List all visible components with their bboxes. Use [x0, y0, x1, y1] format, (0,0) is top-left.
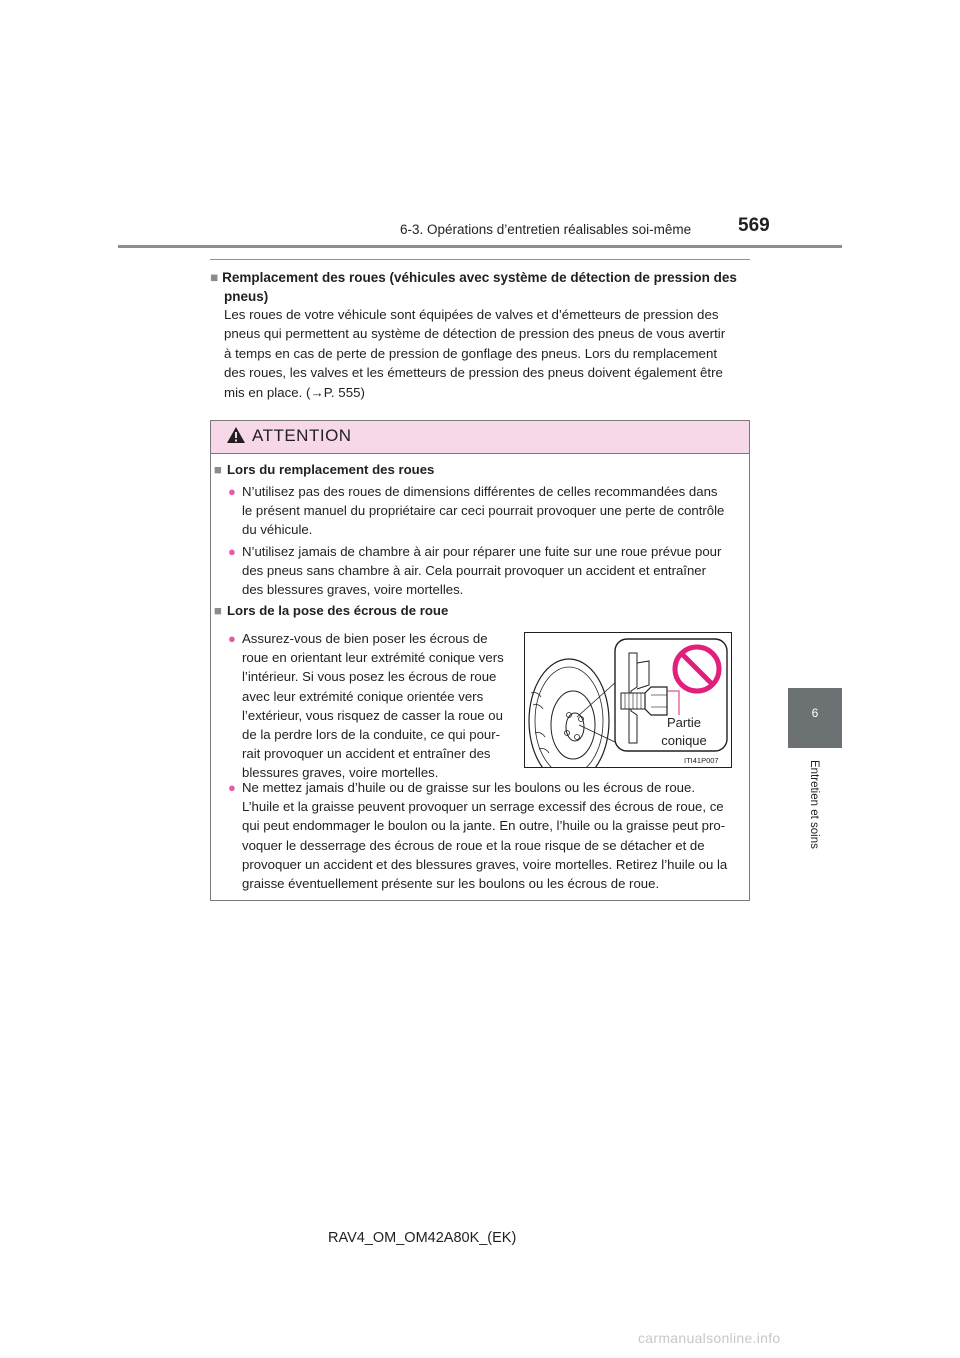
heading-line: pneus) — [224, 289, 269, 304]
attention-section-title — [214, 603, 448, 618]
bullet-line: qui peut endommager le boulon ou la jante. En outre, l’huile ou la graisse peut pro- — [242, 818, 726, 834]
attention-bullet — [228, 778, 744, 893]
figure-code: ITI41P007 — [684, 756, 719, 765]
bullet-line: le présent manuel du propriétaire car ceci pourrait provoquer une perte de contrôle — [242, 503, 725, 519]
figure-label — [648, 714, 720, 750]
section-title: 6-3. Opérations d’entretien réalisables soi-même — [400, 222, 692, 237]
attention-title: ATTENTION — [252, 426, 352, 445]
page-number: 569 — [738, 215, 770, 236]
bullet-line: N’utilisez jamais de chambre à air pour réparer une fuite sur une roue prévue pour — [242, 544, 722, 559]
figure-label-line: conique — [661, 733, 707, 748]
round-bullet-icon: ● — [228, 780, 236, 795]
bullet-line: l’intérieur. Si vous posez les écrous de roue — [242, 669, 497, 685]
attention-section-title — [214, 462, 434, 477]
bullet-line: rait provoquer un accident et entraîner des — [242, 746, 491, 762]
header-subrule — [210, 259, 750, 260]
bullet-line: provoquer un accident et des blessures graves, voire mortelles. Retirez l’huile ou la — [242, 856, 728, 872]
bullet-line: blessures graves, voire mortelles. — [242, 765, 439, 781]
bullet-line: l’extérieur, vous risquez de casser la roue ou — [242, 707, 503, 723]
bullet-line: des pneus sans chambre à air. Cela pourrait provoquer un accident et entraîner — [242, 563, 707, 579]
paragraph-line: pneus qui permettent au système de détection de pression des pneus de vous avertir — [224, 326, 726, 342]
bullet-line: L’huile et la graisse peuvent provoquer un serrage excessif des écrous de roue, ce — [242, 799, 724, 815]
round-bullet-icon: ● — [228, 544, 236, 559]
bullet-line: Ne mettez jamais d’huile ou de graisse sur les boulons ou les écrous de roue. — [242, 780, 696, 795]
square-bullet-icon: ■ — [210, 270, 219, 285]
warning-triangle-icon — [226, 426, 246, 444]
bullet-line: N’utilisez pas des roues de dimensions différentes de celles recommandées dans — [242, 484, 718, 499]
bullet-line: roue en orientant leur extrémité conique vers — [242, 650, 504, 666]
paragraph-line: des roues, les valves et les émetteurs de pression des pneus doivent également être — [224, 365, 723, 381]
chapter-label: Entretien et soins — [808, 760, 820, 849]
figure-label-line: Partie — [667, 715, 701, 730]
bullet-line: graisse éventuellement présente sur les boulons ou les écrous de roue. — [242, 876, 660, 892]
chapter-number: 6 — [811, 706, 819, 720]
attention-bullet — [228, 542, 744, 600]
paragraph-line: Les roues de votre véhicule sont équipées de valves et d’émetteurs de pression des — [224, 307, 719, 322]
heading-line: Remplacement des roues (véhicules avec système de détection de pression des — [222, 270, 737, 285]
bullet-line: voquer le desserrage des écrous de roue et la roue risque de se détacher et de — [242, 837, 705, 853]
bullet-line: de la perdre lors de la conduite, ce qui pour- — [242, 727, 501, 743]
round-bullet-icon: ● — [228, 631, 236, 646]
attention-bullet — [228, 482, 744, 540]
section-title-text: Lors du remplacement des roues — [226, 462, 435, 477]
square-bullet-icon: ■ — [214, 462, 222, 477]
paragraph-line: mis en place. (→P. 555) — [224, 384, 365, 400]
round-bullet-icon: ● — [228, 484, 236, 499]
body-paragraph — [224, 305, 748, 402]
square-bullet-icon: ■ — [214, 603, 222, 618]
bullet-line: du véhicule. — [242, 522, 313, 538]
section-heading — [210, 268, 750, 306]
bullet-line: des blessures graves, voire mortelles. — [242, 582, 464, 598]
document-code: RAV4_OM_OM42A80K_(EK) — [328, 1230, 517, 1246]
watermark: carmanualsonline.info — [638, 1330, 781, 1346]
bullet-line: Assurez-vous de bien poser les écrous de — [242, 631, 488, 646]
bullet-line: avec leur extrémité conique orientée vers — [242, 688, 484, 704]
paragraph-line: à temps en cas de perte de pression de gonflage des pneus. Lors du remplacement — [224, 345, 718, 361]
header-rule — [118, 245, 842, 248]
section-title-text: Lors de la pose des écrous de roue — [226, 603, 449, 618]
attention-bullet — [228, 629, 514, 783]
